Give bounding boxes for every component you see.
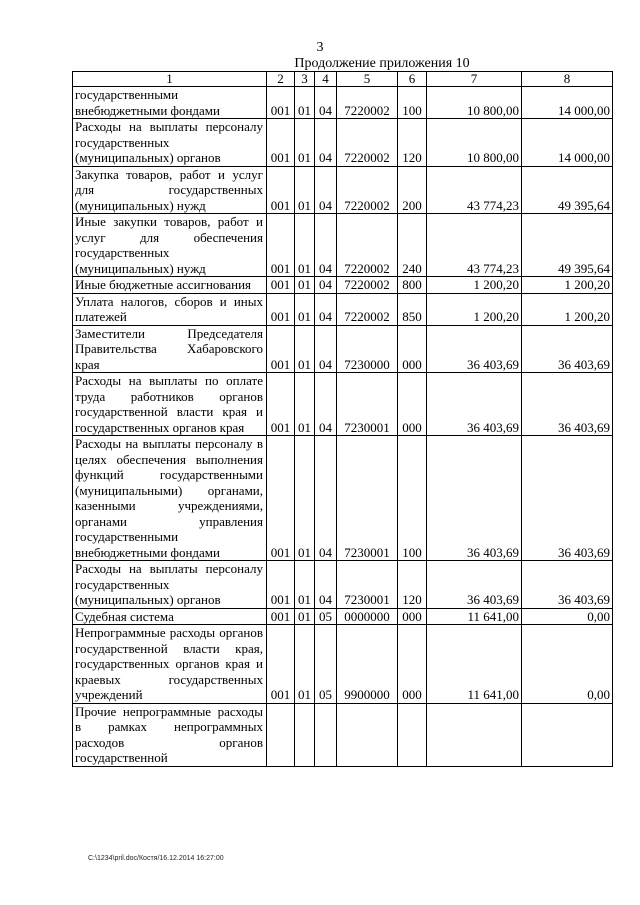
cell-expense-type: 200: [398, 166, 427, 214]
cell-section: 01: [295, 608, 315, 625]
cell-admin-code: 001: [267, 293, 295, 325]
cell-amount-2: 1 200,20: [522, 277, 613, 294]
cell-section: 01: [295, 325, 315, 373]
header-row: [73, 72, 613, 87]
cell-target-article: 7220002: [337, 166, 398, 214]
cell-target-article: 7230001: [337, 436, 398, 561]
cell-section: 01: [295, 166, 315, 214]
cell-subsection: [315, 703, 337, 766]
cell-target-article: 7230001: [337, 561, 398, 609]
cell-section: 01: [295, 436, 315, 561]
cell-subsection: 04: [315, 166, 337, 214]
cell-subsection: 05: [315, 608, 337, 625]
cell-amount-2: 1 200,20: [522, 293, 613, 325]
cell-name: Расходы на выплаты персоналу в целях обеспечения выполнения функций государственными (муниципальными) органами, казенными учреждениями, органами управления государственными внебюджетными фондами: [73, 436, 267, 561]
table-row: [73, 277, 613, 294]
cell-subsection: 04: [315, 325, 337, 373]
cell-section: 01: [295, 293, 315, 325]
cell-subsection: 04: [315, 119, 337, 167]
cell-name: Прочие непрограммные расходы в рамках непрограммных расходов органов государственной: [73, 703, 267, 766]
cell-section: [295, 703, 315, 766]
cell-admin-code: 001: [267, 625, 295, 704]
cell-name: Иные бюджетные ассигнования: [73, 277, 267, 294]
cell-subsection: 04: [315, 561, 337, 609]
table-row: [73, 214, 613, 277]
cell-target-article: 9900000: [337, 625, 398, 704]
cell-section: 01: [295, 214, 315, 277]
cell-amount-1: 36 403,69: [427, 436, 522, 561]
cell-expense-type: 000: [398, 608, 427, 625]
table-row: [73, 625, 613, 704]
cell-amount-1: 36 403,69: [427, 373, 522, 436]
cell-admin-code: [267, 703, 295, 766]
cell-admin-code: 001: [267, 373, 295, 436]
file-path-footer: C:\1234\pril.doc/Костя/16.12.2014 16:27:00: [88, 855, 224, 862]
cell-name: Уплата налогов, сборов и иных платежей: [73, 293, 267, 325]
cell-amount-1: 36 403,69: [427, 561, 522, 609]
header-cell: 5: [337, 72, 398, 87]
header-cell: 4: [315, 72, 337, 87]
cell-name: Расходы на выплаты по оплате труда работников органов государственной власти края и государственных органов края: [73, 373, 267, 436]
cell-admin-code: 001: [267, 214, 295, 277]
cell-target-article: 7230001: [337, 373, 398, 436]
cell-expense-type: 240: [398, 214, 427, 277]
cell-amount-2: 0,00: [522, 608, 613, 625]
cell-expense-type: 100: [398, 87, 427, 119]
cell-subsection: 04: [315, 214, 337, 277]
cell-amount-1: 36 403,69: [427, 325, 522, 373]
cell-subsection: 05: [315, 625, 337, 704]
cell-expense-type: 850: [398, 293, 427, 325]
cell-section: 01: [295, 87, 315, 119]
cell-expense-type: 000: [398, 325, 427, 373]
cell-expense-type: 100: [398, 436, 427, 561]
cell-amount-2: 0,00: [522, 625, 613, 704]
cell-admin-code: 001: [267, 325, 295, 373]
table-row: [73, 608, 613, 625]
cell-target-article: 7220002: [337, 277, 398, 294]
cell-name: Расходы на выплаты персоналу государственных (муниципальных) органов: [73, 561, 267, 609]
cell-target-article: 7220002: [337, 293, 398, 325]
cell-amount-2: 49 395,64: [522, 166, 613, 214]
table-row: [73, 436, 613, 561]
cell-amount-2: 36 403,69: [522, 561, 613, 609]
cell-amount-1: 10 800,00: [427, 119, 522, 167]
cell-section: 01: [295, 561, 315, 609]
cell-section: 01: [295, 277, 315, 294]
cell-name: Закупка товаров, работ и услуг для государственных (муниципальных) нужд: [73, 166, 267, 214]
cell-admin-code: 001: [267, 119, 295, 167]
cell-admin-code: 001: [267, 87, 295, 119]
cell-target-article: 7230000: [337, 325, 398, 373]
cell-expense-type: 000: [398, 625, 427, 704]
cell-subsection: 04: [315, 87, 337, 119]
header-cell: 8: [522, 72, 613, 87]
cell-target-article: [337, 703, 398, 766]
table-row: [73, 166, 613, 214]
appendix-title: Продолжение приложения 10: [294, 56, 470, 71]
cell-name: Заместители Председателя Правительства Хабаровского края: [73, 325, 267, 373]
cell-target-article: 0000000: [337, 608, 398, 625]
cell-amount-2: 14 000,00: [522, 87, 613, 119]
table-row: [73, 325, 613, 373]
cell-amount-1: 43 774,23: [427, 214, 522, 277]
header-cell: 6: [398, 72, 427, 87]
cell-subsection: 04: [315, 293, 337, 325]
cell-expense-type: 120: [398, 119, 427, 167]
cell-amount-2: [522, 703, 613, 766]
cell-amount-1: 1 200,20: [427, 277, 522, 294]
cell-admin-code: 001: [267, 608, 295, 625]
cell-amount-1: 43 774,23: [427, 166, 522, 214]
cell-expense-type: 000: [398, 373, 427, 436]
cell-section: 01: [295, 119, 315, 167]
table-row: [73, 87, 613, 119]
table-row: [73, 119, 613, 167]
budget-table: [72, 71, 613, 767]
cell-name: государственными внебюджетными фондами: [73, 87, 267, 119]
cell-name: Судебная система: [73, 608, 267, 625]
cell-target-article: 7220002: [337, 214, 398, 277]
cell-subsection: 04: [315, 436, 337, 561]
cell-name: Расходы на выплаты персоналу государственных (муниципальных) органов: [73, 119, 267, 167]
cell-section: 01: [295, 373, 315, 436]
cell-admin-code: 001: [267, 277, 295, 294]
cell-name: Непрограммные расходы органов государственной власти края, государственных органов края и краевых государственных учреждений: [73, 625, 267, 704]
cell-amount-2: 49 395,64: [522, 214, 613, 277]
cell-expense-type: 800: [398, 277, 427, 294]
header-cell: 2: [267, 72, 295, 87]
header-cell: 1: [73, 72, 267, 87]
cell-target-article: 7220002: [337, 119, 398, 167]
cell-amount-2: 36 403,69: [522, 436, 613, 561]
table-row: [73, 293, 613, 325]
cell-admin-code: 001: [267, 436, 295, 561]
cell-amount-2: 36 403,69: [522, 325, 613, 373]
cell-amount-1: [427, 703, 522, 766]
cell-amount-1: 11 641,00: [427, 608, 522, 625]
cell-target-article: 7220002: [337, 87, 398, 119]
cell-subsection: 04: [315, 373, 337, 436]
header-cell: 3: [295, 72, 315, 87]
cell-subsection: 04: [315, 277, 337, 294]
cell-admin-code: 001: [267, 166, 295, 214]
cell-amount-2: 36 403,69: [522, 373, 613, 436]
cell-name: Иные закупки товаров, работ и услуг для обеспечения государственных (муниципальных) нужд: [73, 214, 267, 277]
cell-expense-type: [398, 703, 427, 766]
table-row: [73, 561, 613, 609]
cell-amount-1: 1 200,20: [427, 293, 522, 325]
cell-amount-1: 11 641,00: [427, 625, 522, 704]
cell-section: 01: [295, 625, 315, 704]
cell-amount-2: 14 000,00: [522, 119, 613, 167]
table-row: [73, 703, 613, 766]
page-number: 3: [316, 40, 324, 55]
cell-admin-code: 001: [267, 561, 295, 609]
cell-amount-1: 10 800,00: [427, 87, 522, 119]
header-cell: 7: [427, 72, 522, 87]
table-row: [73, 373, 613, 436]
cell-expense-type: 120: [398, 561, 427, 609]
